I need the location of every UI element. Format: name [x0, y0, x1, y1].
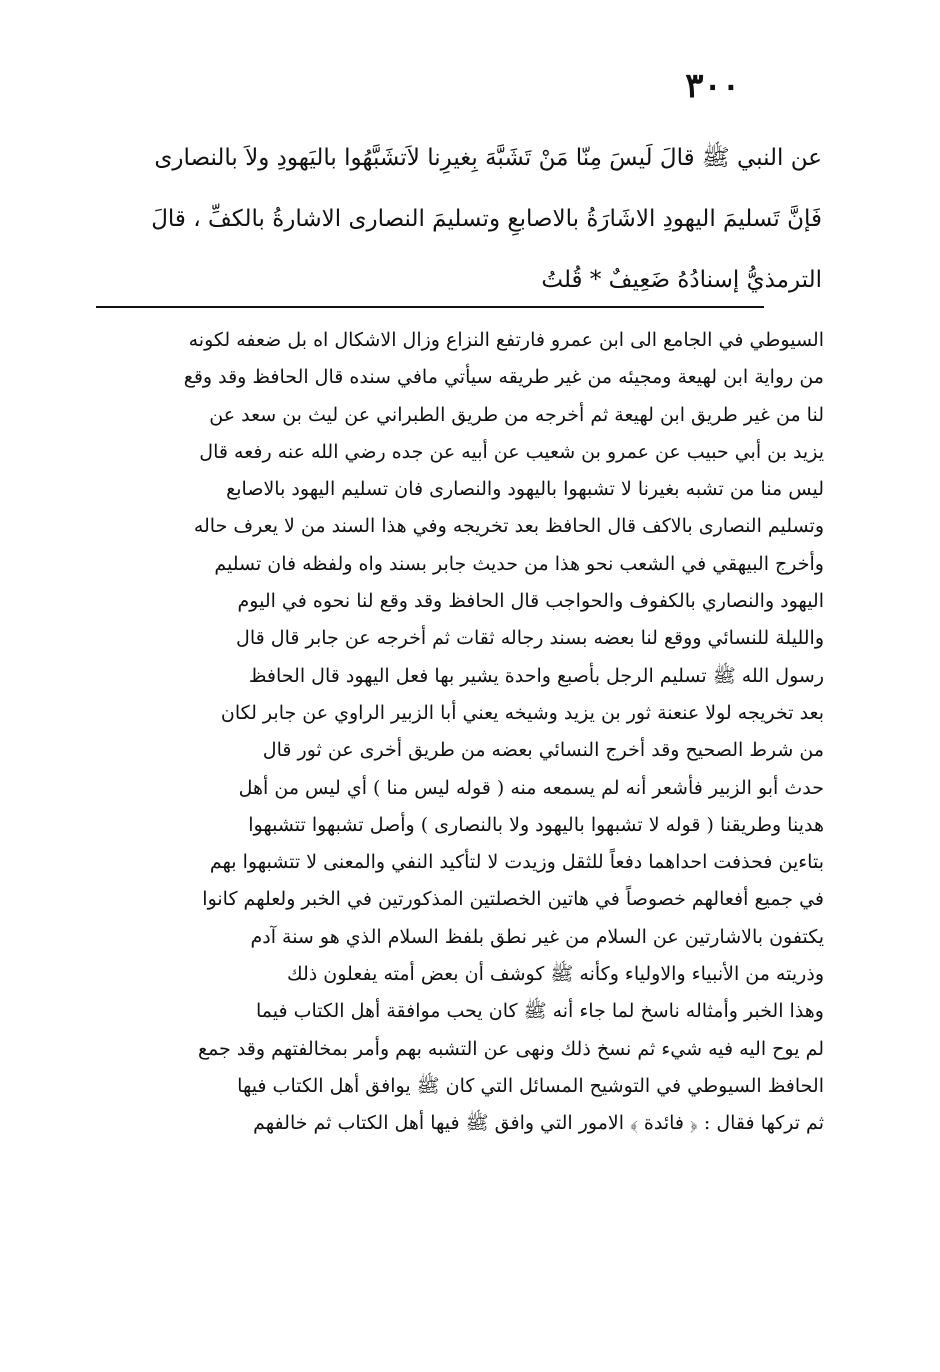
commentary-line: وهذا الخبر وأمثاله ناسخ لما جاء أنه ﷺ كان يحب موافقة أهل الكتاب فيما: [255, 1000, 824, 1023]
commentary-line: وتسليم النصارى بالاكف قال الحافظ بعد تخريجه وفي هذا السند من لا يعرف حاله: [193, 515, 824, 538]
main-text-line: فَإنَّ تَسليمَ اليهودِ الاشَارَةُ بالاصابعِ وتسليمَ النصارى الاشارةُ بالكفِّ ، قالَ: [151, 206, 822, 232]
commentary-line: لم يوح اليه فيه شيء ثم نسخ ذلك ونهى عن التشبه بهم وأمر بمخالفتهم وقد جمع: [197, 1037, 824, 1060]
commentary-line: من شرط الصحيح وقد أخرج النسائي بعضه من طريق أخرى عن ثور قال: [262, 739, 824, 762]
commentary-line: وأخرج البيهقي في الشعب نحو هذا من حديث جابر بسند واه ولفظه فان تسليم: [214, 552, 824, 575]
main-text-line: الترمذيُّ إسنادُهُ ضَعِيفٌ * قُلتُ: [541, 267, 822, 293]
commentary-line: ثم تركها فقال : ﴿ فائدة ﴾ الامور التي وافق ﷺ فيها أهل الكتاب ثم خالفهم: [253, 1112, 824, 1135]
commentary-line: ليس منا من تشبه بغيرنا لا تشبهوا باليهود والنصارى فان تسليم اليهود بالاصابع: [226, 478, 824, 501]
commentary-line: في جميع أفعالهم خصوصاً في هاتين الخصلتين المذكورتين في الخبر ولعلهم كانوا: [202, 888, 824, 911]
main-text-block: [92, 128, 822, 311]
section-divider: [96, 306, 764, 308]
page-number: ٣٠٠: [685, 66, 740, 106]
commentary-line: بتاءين فحذفت احداهما دفعاً للثقل وزيدت لا لتأكيد النفي والمعنى لا تتشبهوا بهم: [209, 851, 824, 874]
commentary-line: اليهود والنصاري بالكفوف والحواجب قال الحافظ وقد وقع لنا نحوه في اليوم: [237, 590, 824, 613]
commentary-line: الحافظ السيوطي في التوشيح المسائل التي كان ﷺ يوافق أهل الكتاب فيها: [237, 1074, 824, 1097]
commentary-line: من رواية ابن لهيعة ومجيئه من غير طريقه سيأتي مافي سنده قال الحافظ وقد وقع: [183, 366, 824, 389]
commentary-line: يكتفون بالاشارتين عن السلام من غير نطق بلفظ السلام الذي هو سنة آدم: [250, 925, 824, 948]
commentary-line: يزيد بن أبي حبيب عن عمرو بن شعيب عن أبيه عن جده رضي الله عنه رفعه قال: [199, 440, 824, 463]
commentary-line: بعد تخريجه لولا عنعنة ثور بن يزيد وشيخه يعني أبا الزبير الراوي عن جابر لكان: [220, 701, 824, 724]
commentary-line: السيوطي في الجامع الى ابن عمرو فارتفع النزاع وزال الاشكال اه بل ضعفه لكونه: [188, 329, 824, 351]
commentary-line: والليلة للنسائي ووقع لنا بعضه بسند رجاله ثقات ثم أخرجه عن جابر قال قال: [236, 627, 824, 650]
commentary-line: رسول الله ﷺ تسليم الرجل بأصبع واحدة يشير بها فعل اليهود قال الحافظ: [248, 664, 824, 687]
commentary-line: حدث أبو الزبير فأشعر أنه لم يسمعه منه ( قوله ليس منا ) أي ليس من أهل: [238, 776, 824, 799]
main-text-line: عن النبي ﷺ قالَ لَيسَ مِنّا مَنْ تَشَبَّهَ بِغيرِنا لاَتشَبَّهُوا باليَهودِ ولاَ بالنصارى: [154, 145, 822, 171]
commentary-line: هدينا وطريقنا ( قوله لا تشبهوا باليهود ولا بالنصارى ) وأصل تشبهوا تتشبهوا: [248, 813, 824, 836]
commentary-line: وذريته من الأنبياء والاولياء وكأنه ﷺ كوشف أن بعض أمته يفعلون ذلك: [286, 963, 824, 986]
commentary-block: [92, 322, 824, 1143]
commentary-line: لنا من غير طريق ابن لهيعة ثم أخرجه من طريق الطبراني عن ليث بن سعد عن: [209, 403, 824, 426]
